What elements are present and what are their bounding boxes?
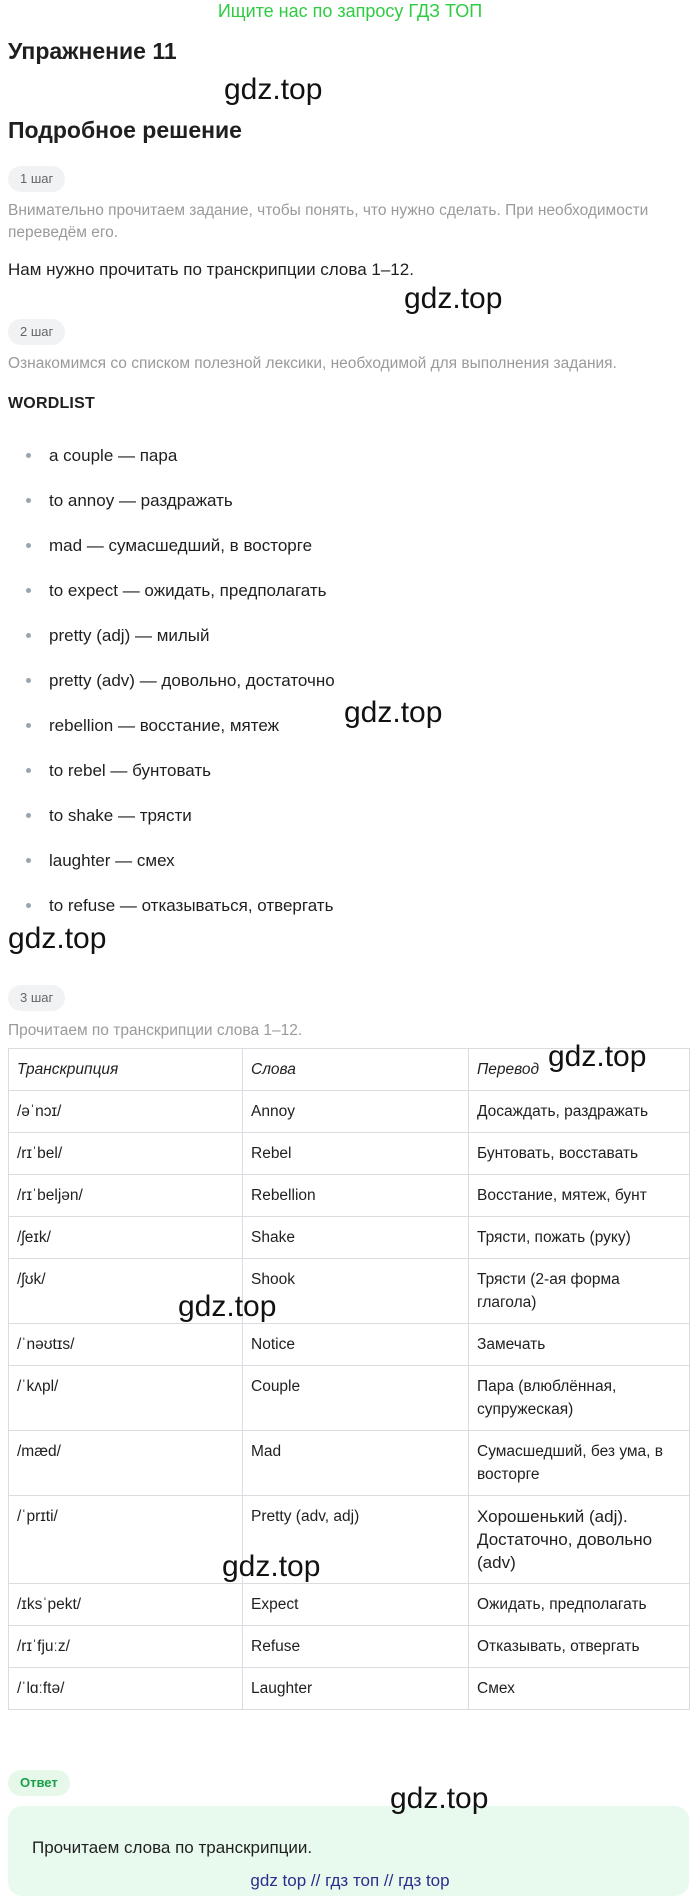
list-item: mad — сумасшедший, в восторге [26,535,312,557]
list-item: to annoy — раздражать [26,490,233,512]
list-item: to refuse — отказываться, отвергать [26,895,333,917]
solution-title: Подробное решение [8,117,242,143]
answer-text: Прочитаем слова по транскрипции. [32,1838,313,1857]
step-1-chip: 1 шаг [8,166,65,192]
table-row: /ˈlɑːftə/ Laughter Смех [9,1668,690,1710]
answer-chip: Ответ [8,1770,70,1796]
table-row: /mæd/ Mad Сумасшедший, без ума, в восторге [9,1431,690,1496]
step-3-hint: Прочитаем по транскрипции слова 1–12. [8,1022,303,1039]
table-row: /ˈkʌpl/ Couple Пара (влюблённая, супружеская) [9,1366,690,1431]
watermark: gdz.top [404,282,503,315]
exercise-title: Упражнение 11 [8,38,177,64]
transcription-table [8,1048,690,1710]
watermark: gdz.top [222,1550,321,1583]
bullet-icon [26,633,31,638]
table-row: /rɪˈbeljən/ Rebellion Восстание, мятеж, бунт [9,1175,690,1217]
watermark: gdz.top [178,1290,277,1323]
table-row: /əˈnɔɪ/ Annoy Досаждать, раздражать [9,1091,690,1133]
bullet-icon [26,543,31,548]
list-item: laughter — смех [26,850,175,872]
step-3-chip: 3 шаг [8,985,65,1011]
bullet-icon [26,768,31,773]
column-header: Перевод [469,1049,690,1091]
table-row: /ɪksˈpekt/ Expect Ожидать, предполагать [9,1584,690,1626]
table-row: /ʃeɪk/ Shake Трясти, пожать (руку) [9,1217,690,1259]
top-banner[interactable]: Ищите нас по запросу ГДЗ ТОП [217,1,483,21]
step-2-chip: 2 шаг [8,319,65,345]
list-item: to rebel — бунтовать [26,760,211,782]
watermark: gdz.top [224,73,323,106]
watermark: gdz.top [548,1040,647,1073]
footer-links[interactable]: gdz top // гдз топ // гдз top [250,1871,450,1890]
watermark: gdz.top [8,922,107,955]
bullet-icon [26,588,31,593]
bullet-icon [26,678,31,683]
bullet-icon [26,813,31,818]
watermark: gdz.top [390,1782,489,1815]
table-row: /ʃʊk/ Shook Трясти (2-ая форма глагола) [9,1259,690,1324]
table-row: /rɪˈfjuːz/ Refuse Отказывать, отвергать [9,1626,690,1668]
step-1-hint: Внимательно прочитаем задание, чтобы понять, что нужно сделать. При необходимости переведём его. [8,202,649,241]
watermark: gdz.top [344,696,443,729]
list-item: to shake — трясти [26,805,192,827]
step-1-text: Нам нужно прочитать по транскрипции слова 1–12. [8,260,414,279]
bullet-icon [26,723,31,728]
list-item: a couple — пара [26,445,177,467]
step-2-hint: Ознакомимся со списком полезной лексики, необходимой для выполнения задания. [8,355,617,372]
bullet-icon [26,858,31,863]
list-item: to expect — ожидать, предполагать [26,580,327,602]
list-item: pretty (adv) — довольно, достаточно [26,670,335,692]
bullet-icon [26,453,31,458]
table-row: /ˈprɪti/ Pretty (adv, adj) Хорошенький (adj). Достаточно, довольно (adv) [9,1496,690,1584]
bullet-icon [26,498,31,503]
column-header: Слова [243,1049,469,1091]
bullet-icon [26,903,31,908]
list-item: pretty (adj) — милый [26,625,210,647]
column-header: Транскрипция [9,1049,243,1091]
wordlist-heading: WORDLIST [8,395,95,412]
list-item: rebellion — восстание, мятеж [26,715,279,737]
table-row: /ˈnəʊtɪs/ Notice Замечать [9,1324,690,1366]
table-row: /rɪˈbel/ Rebel Бунтовать, восставать [9,1133,690,1175]
